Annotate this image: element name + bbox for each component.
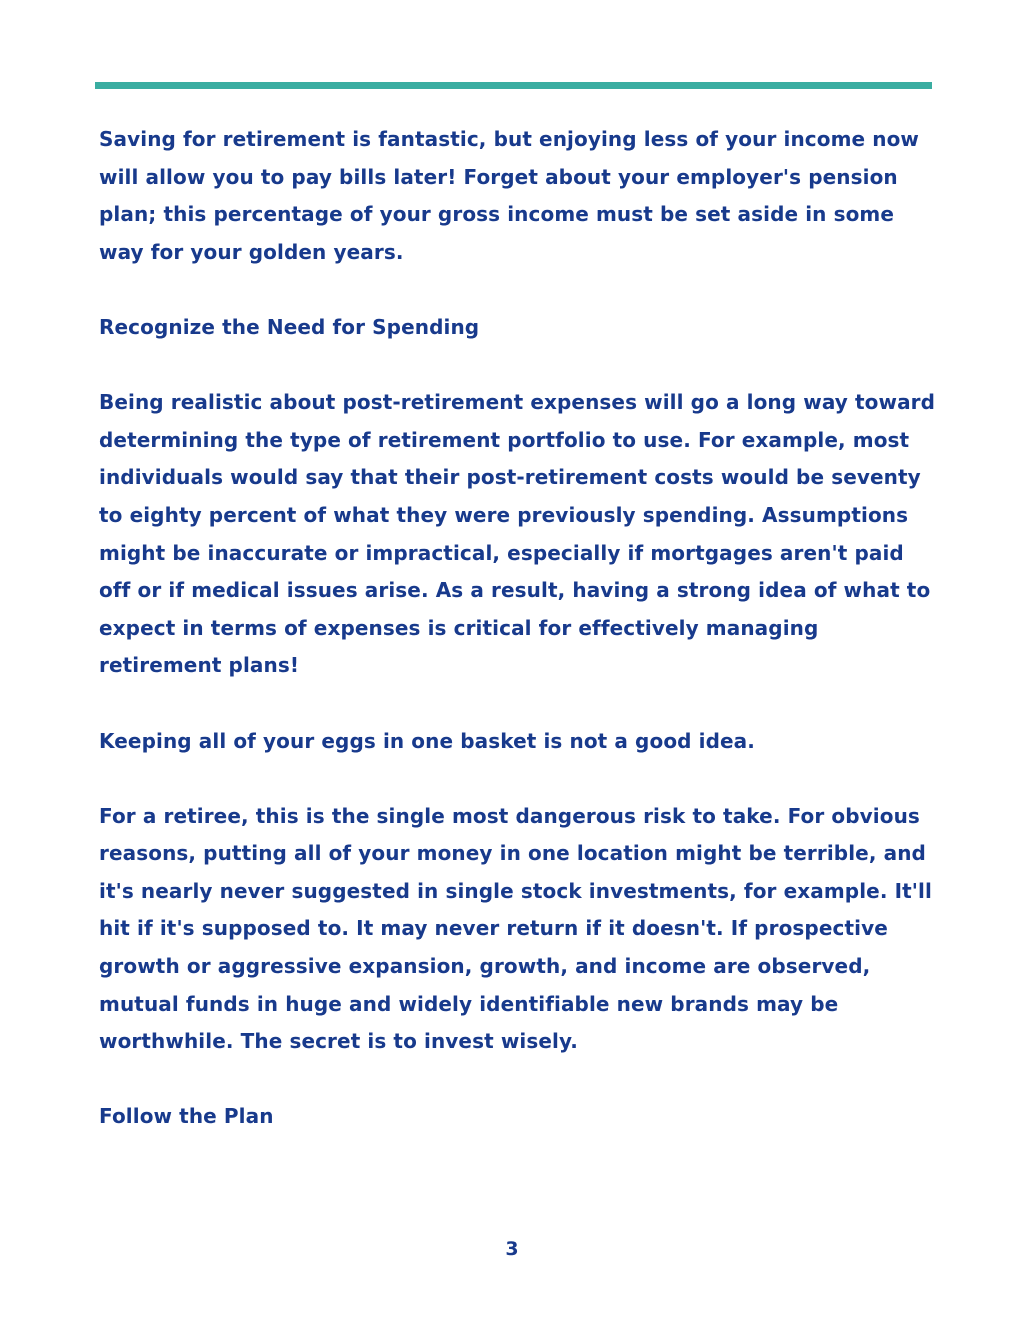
- page-number: 3: [505, 1238, 519, 1260]
- section-heading-spending: Recognize the Need for Spending: [99, 314, 480, 339]
- paragraph-spending: Being realistic about post-retirement expenses will go a long way toward determining the type of retirement portfolio to use. For example, most individuals would say that their post-retirement costs would be seventy to eighty percent of what they were previously spending. Assumptions might be inaccurate or impractical, especially if mortgages aren't paid off or if medical issues arise. As a result, having a strong idea of what to expect in terms of expenses is critical for effectively managing retirement plans!: [99, 390, 936, 678]
- paragraph-risk: For a retiree, this is the single most dangerous risk to take. For obvious reasons, putting all of your money in one location might be terrible, and it's nearly never suggested in single stock investments, for example. It'll hit if it's supposed to. It may never return if it doesn't. If prospective growth or aggressive expansion, growth, and income are observed, mutual funds in huge and widely identifiable new brands may be worthwhile. The secret is to invest wisely.: [99, 803, 932, 1054]
- section-heading-eggs: Keeping all of your eggs in one basket is not a good idea.: [99, 728, 755, 753]
- header-rule: [95, 82, 932, 89]
- paragraph-intro: Saving for retirement is fantastic, but enjoying less of your income now will allow you to pay bills later! Forget about your employer's pension plan; this percentage of your gross income must be set aside in some way for your golden years.: [99, 127, 920, 264]
- section-heading-plan: Follow the Plan: [99, 1104, 274, 1129]
- document-body: [99, 121, 939, 1174]
